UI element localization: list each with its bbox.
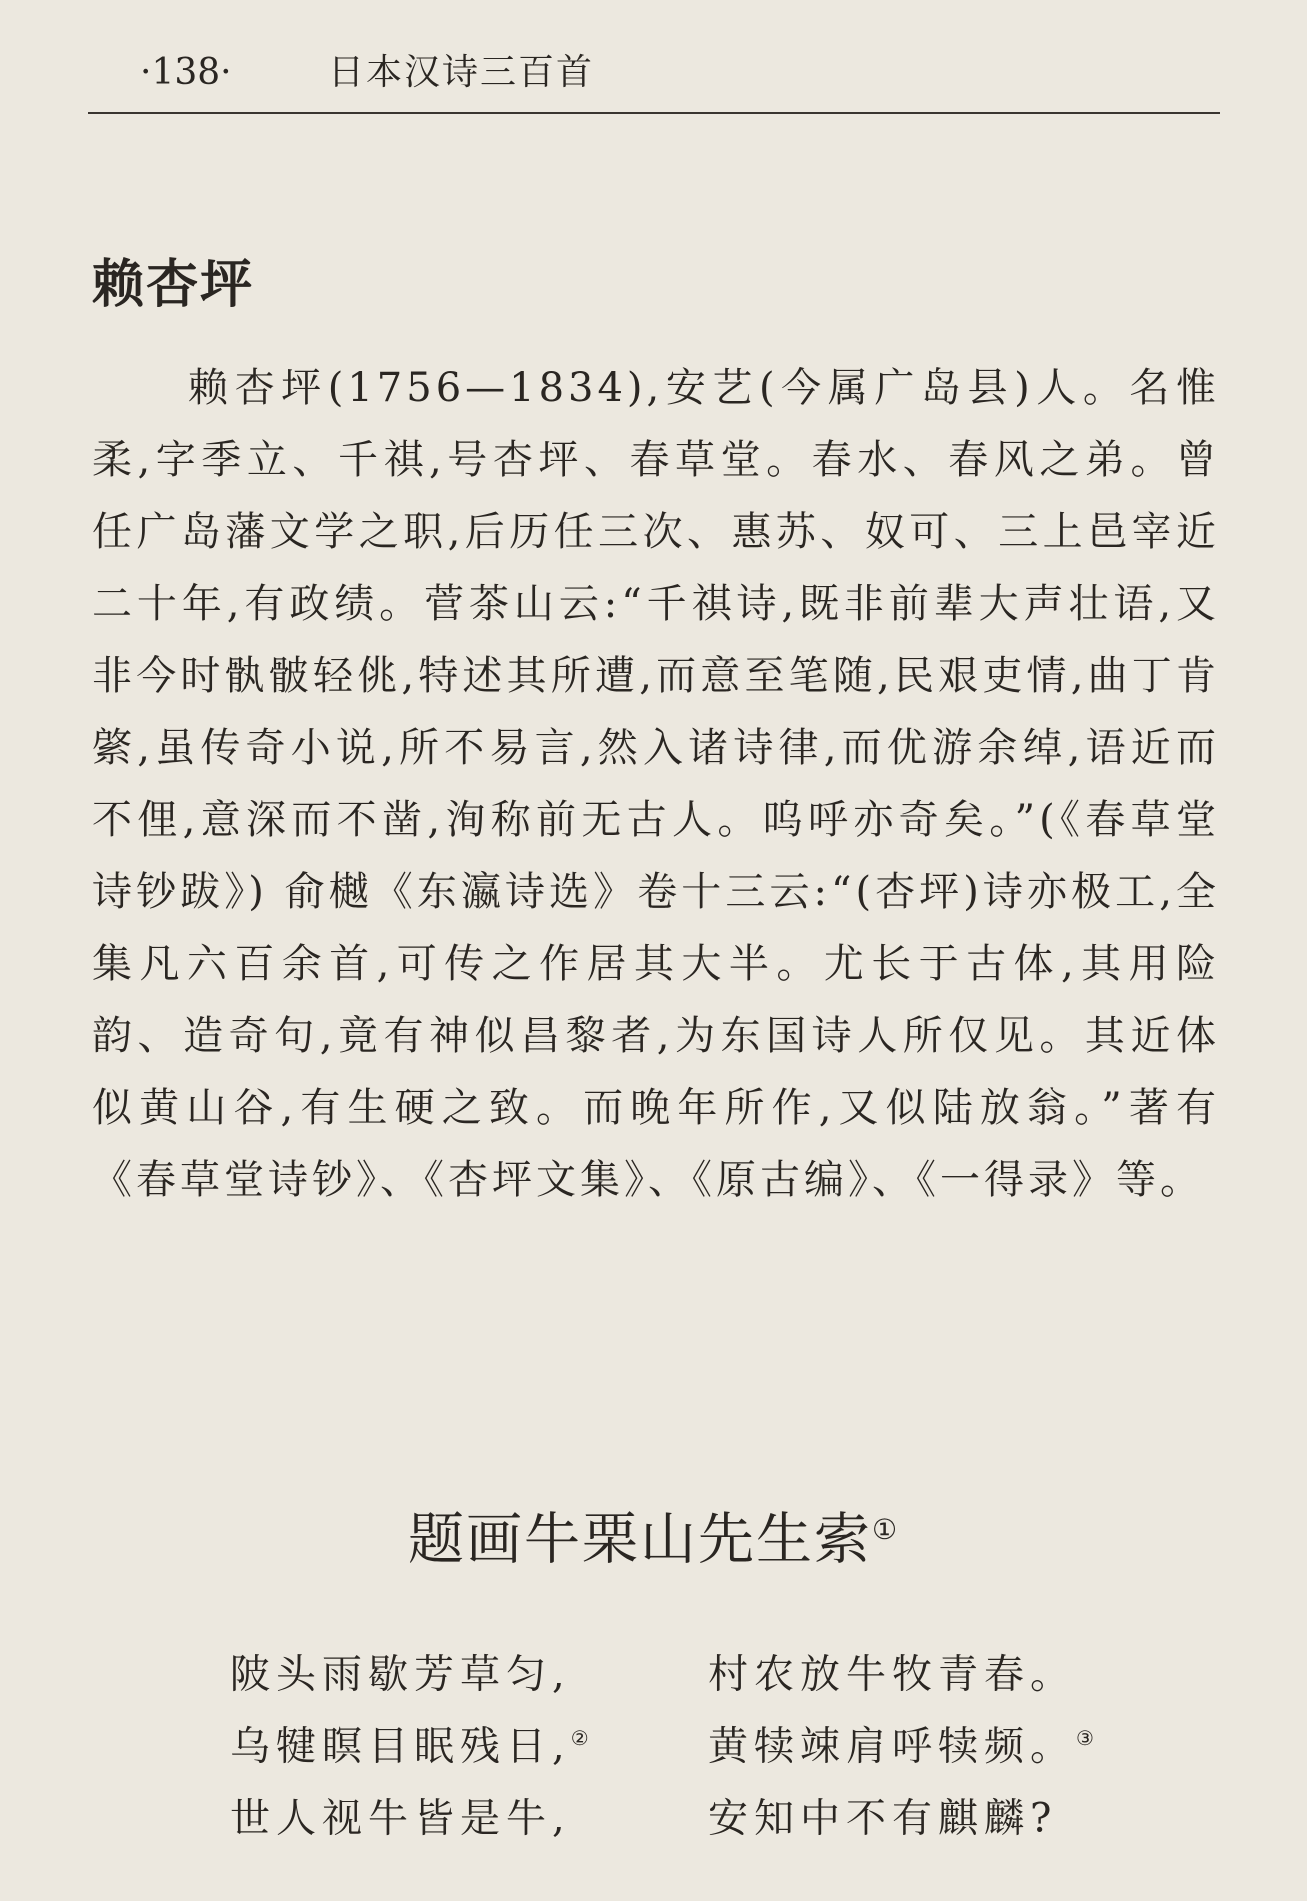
poem-line	[230, 1702, 1130, 1774]
footnote-marker: ②	[570, 1726, 589, 1750]
verse-text: 安知中不有麒麟?	[708, 1795, 1058, 1842]
poem-line-first-half	[230, 1774, 571, 1854]
author-heading: 赖杏坪	[92, 255, 255, 315]
verse-text: 陂头雨歇芳草匀,	[230, 1651, 571, 1698]
poem-title-text: 题画牛栗山先生索	[407, 1507, 872, 1573]
poem-line-second-half	[708, 1702, 1094, 1782]
verse-text: 世人视牛皆是牛,	[230, 1795, 571, 1842]
poem-line-second-half	[708, 1630, 1076, 1710]
poem-line-first-half	[230, 1702, 589, 1782]
header-rule	[88, 112, 1220, 114]
poem-line-second-half	[708, 1774, 1057, 1854]
author-biography: 赖杏坪(1756—1834),安艺(今属广岛县)人。名惟柔,字季立、千祺,号杏坪、春草堂。春水、春风之弟。曾任广岛藩文学之职,后历任三次、惠苏、奴可、三上邑宰近二十年,有政绩。菅茶山云:“千祺诗,既非前辈大声壮语,又非今时骫骳轻佻,特述其所遭,而意至笔随,民艰吏情,曲丁肯綮,虽传奇小说,所不易言,然入诸诗律,而优游余绰,语近而不俚,意深而不凿,洵称前无古人。呜呼亦奇矣。”(《春草堂诗钞跋》) 俞樾《东瀛诗选》卷十三云:“(杏坪)诗亦极工,全集凡六百余首,可传之作居其大半。尤长于古体,其用险韵、造奇句,竟有神似昌黎者,为东国诗人所仅见。其近体似黄山谷,有生硬之致。而晚年所作,又似陆放翁。”著有《春草堂诗钞》、《杏坪文集》、《原古编》、《一得录》等。	[92, 365, 1220, 1203]
verse-text: 黄犊竦肩呼犊频。	[708, 1723, 1076, 1770]
verse-text: 乌犍瞑目眠残日,	[230, 1723, 571, 1770]
poem-title	[0, 1490, 1307, 1581]
verse-text: 村农放牛牧青春。	[708, 1651, 1076, 1698]
book-title: 日本汉诗三百首	[328, 52, 595, 93]
footnote-marker: ①	[871, 1513, 900, 1546]
poem-line	[230, 1630, 1130, 1702]
poem-line-first-half	[230, 1630, 571, 1710]
footnote-marker: ③	[1076, 1726, 1094, 1750]
page-header	[92, 48, 1220, 98]
poem-line	[230, 1774, 1130, 1846]
page-number: ·138·	[140, 52, 232, 93]
